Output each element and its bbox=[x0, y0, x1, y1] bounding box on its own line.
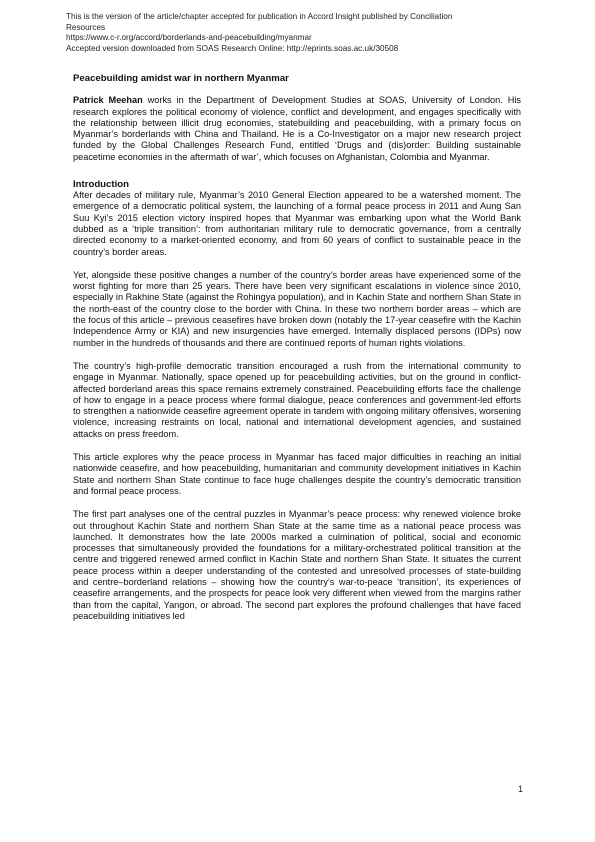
notice-line: This is the version of the article/chapter accepted for publication in Accord Insight published by Conciliation bbox=[66, 12, 453, 21]
section-heading: Introduction bbox=[73, 179, 129, 191]
paragraph: After decades of military rule, Myanmar’s 2010 General Election appeared to be a watershed moment. The emergence of a democratic political system, the launching of a formal peace process in 2011 and Aung San Suu Kyi’s 2015 election victory inspired hopes that Myanmar was embarking upon what the World Bank dubbed as a ‘triple transition’: from authoritarian military rule to democratic governance, from a centrally directed economy to a market-oriented economy, and from 60 years of conflict to sustainable peace in the country’s border areas. bbox=[73, 190, 521, 257]
author-bio bbox=[73, 95, 521, 163]
article-title: Peacebuilding amidst war in northern Myanmar bbox=[73, 73, 289, 84]
publication-notice bbox=[66, 12, 536, 54]
repository-line: Accepted version downloaded from SOAS Research Online: http://eprints.soas.ac.uk/30508 bbox=[66, 43, 399, 53]
paragraph: The country’s high-profile democratic transition encouraged a rush from the international community to engage in Myanmar. Nationally, space opened up for peacebuilding activities, but on the ground in conflict-affected borderland areas this space remains extremely constrained. Peacebuilding efforts face the challenge of how to engage in a peace process where formal dialogue, peace conferences and government-led efforts to strengthen a nationwide ceasefire agreement operate in tandem with ongoing military offensives, worsening violence, increasing restraints on local, national and international development agencies, and sustained attacks on press freedom. bbox=[73, 360, 521, 439]
paragraph: This article explores why the peace process in Myanmar has faced major difficulties in reaching an initial nationwide ceasefire, and how peacebuilding, humanitarian and community development initiatives in Kachin State and northern Shan State continue to face huge challenges despite the country’s democratic transition and formal peace process. bbox=[73, 452, 521, 496]
author-bio-text: works in the Department of Development Studies at SOAS, University of London. His research explores the political economy of violence, conflict and development, and engages specifically with the relationship between illicit drug economies, statebuilding and peacebuilding, with a primary focus on Myanmar’s borderlands with China and Thailand. He is a Co-Investigator on a major new research project funded by the Global Challenges Research Fund, entitled ‘Drugs and (dis)order: Building sustainable peacetime economies in the aftermath of war’, which focuses on Afghanistan, Colombia and Myanmar. bbox=[73, 95, 521, 162]
author-name: Patrick Meehan bbox=[73, 95, 143, 106]
notice-line: Resources bbox=[66, 22, 106, 32]
source-url[interactable]: https://www.c-r.org/accord/borderlands-and-peacebuilding/myanmar bbox=[66, 33, 312, 43]
paragraph: The first part analyses one of the central puzzles in Myanmar’s peace process: why renewed violence broke out throughout Kachin State and northern Shan State at the same time as a national peace process was launched. It demonstrates how the late 2000s marked a culmination of political, social and economic processes that simultaneously provided the foundations for a military-orchestrated political transition at the centre and triggered renewed armed conflict in Kachin State and northern Shan State. It situates the current peace process within a deeper understanding of the contested and unresolved processes of state-building and centre–borderland relations – showing how the country’s war-to-peace ‘transition’, its experiences of ceasefire arrangements, and the prospects for peace look very different when viewed from the margins rather than from the capital, Yangon, or abroad. The second part explores the profound challenges that have faced peacebuilding initiatives led bbox=[73, 509, 521, 621]
page-number: 1 bbox=[517, 784, 523, 794]
paragraph: Yet, alongside these positive changes a number of the country’s border areas have experienced some of the worst fighting for more than 25 years. There have been very significant escalations in violence since 2010, especially in Rakhine State (against the Rohingya population), and in Kachin State and northern Shan State in the north-east of the country close to the border with China. In these two northern border areas – which are the focus of this article – previous ceasefires have broken down (notably the 17-year ceasefire with the Kachin Independence Army or KIA) and new insurgencies have emerged. Internally displaced persons (IDPs) now number in the hundreds of thousands and there are continued reports of human rights violations. bbox=[73, 269, 521, 348]
article-body bbox=[73, 73, 521, 634]
